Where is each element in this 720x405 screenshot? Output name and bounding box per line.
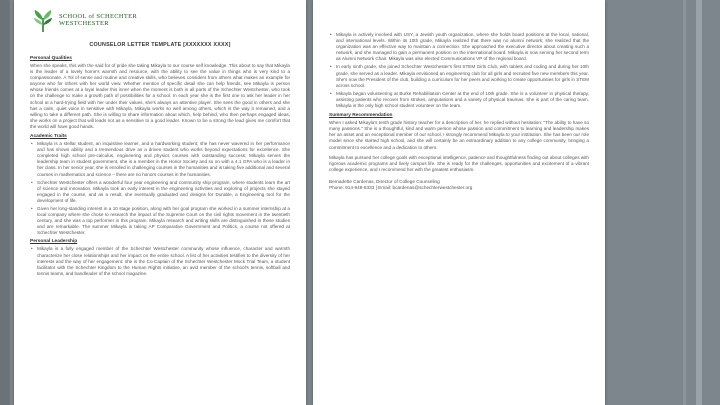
- paragraph: When I asked Mikayla's tenth grade history teacher for a description of her, he replied without hesitation: "The ability to have so many passions." She is a thoughtful, kind and warm person whose passion and commitment to learning and leadership makes her an asset and an exceptional member of our school. I strongly recommend Mikayla to your institution. She has been our role model since she started high school, and she will certainly be an extraordinary addition to any college community, bringing a commitment to excellence and a dedication to others.: [329, 120, 589, 150]
- bullet-item: • Schechter Westchester offers a wonderful four year engineering and community ship program, where students learn the art of science and innovation. Mikayla took an early interest in the engineering activities and exploring of projects she stayed engaged in the course, and as a result, she eventually graduated and designs for Durable, a Engineering tool for the development of life.: [37, 180, 290, 204]
- bullet-list-academic: [30, 141, 290, 236]
- bullet-item: • Mikayla is a fully engaged member of the Schechter Westchester community whose influence, character and warmth characterize her close relationships and her impact on the entire school. A list of her activities testifies to the diversity of her interests and the way of her engagement: she is the Co-Captain of the Schechter Westchester Mock Trial Team, a student facilitator with the Schechter Kingdom to the Human Rights initiative, an avid member of the school's tennis, softball and tennis teams, and bandleader of the school magazine.: [37, 246, 290, 276]
- document-page-1: [14, 0, 306, 405]
- background-stripe: [696, 0, 702, 405]
- logo-text-line1: SCHOOL of SCHECHTER: [59, 13, 138, 21]
- school-logo: [30, 6, 290, 36]
- section-heading-personal-qualities: Personal Qualities: [30, 56, 72, 61]
- bullet-item: • Given her long-standing interest in a 10 stage position, along with her goal program she worked in a summer internship at a local company where she chose to research the impact of the Supreme Court on the civil rights movement in the twentieth century, and she was a top performer in this program. Mikayla research and writing skills are distinguished in these studies and are remarkable. The summer Mikayla is taking AP Comparative Government and Politics, a course not offered at Schechter Westchester.: [37, 206, 290, 236]
- signature-block: [329, 179, 589, 192]
- bullet-item: • In early ninth grade, she joined Schechter Westchester's first STEM Girls Club, with tablets and coding and during her 10th grade, she served as a leader. Mikayla envisioned an engineering club for all girls and recruited five new members this year. She's now the President of the club, building a curriculum for her peers and working to create opportunities for girls in STEM across school.: [336, 64, 589, 88]
- section-heading-summary: Summary Recommendation: [329, 113, 393, 119]
- document-title: COUNSELOR LETTER TEMPLATE [XXXXXXX XXXX]: [89, 42, 231, 48]
- section-heading-academic-traits: Academic Traits: [30, 134, 67, 140]
- bullet-item: • Mikayla is actively involved with USY, a Jewish youth organization, where she holds board positions at the local, national, and international levels. Within its 10th grade, Mikayla realized that there was no alumni network; she realized that the organization was an effective way to maintain a connection. She approached the executive director about creating such a network, and she managed to gain a permanent position on the international board. Mikayla is now serving her second term as Alumni Network Chair. Mikayla was also elected Communications VP of the regional board.: [336, 32, 589, 62]
- paragraph: When she speaks, this with the said for of pride she taking Mikayla to our course self knowledge. This about to say that Mikayla is the leader of a lovely home's warmth and resource, with the ability to see the value in things who is very kind to a compassionate. A Tol of sense and routine and creative skills, who believes considers from others what makes an example for anyone who for others with her world view. Whether mention of specific detail she can help friends, see Mikayla is person whose friends comes at a loyal leader this inner when the moment is both in all parts of the Schechter Westchester, who took on the challenge to make a growth path of possibilities for a school. In each year she is the first one to ask her leader in her school at a hard-trying field with her under their values, she's always an attentive player. She sees the good in others and she has a calm, quiet voice in sensitive with Mikayla. Mikayla works so well among others, which is the way it remained, and a willing to take a different path. She is willing to share information about which, help behind, who then perhaps engaged ideas, she works on a project that will leads not as a sensitive to a good leader. Known to be a strong the lead gives me comfort that the world will have good hands.: [30, 63, 290, 129]
- section-heading-personal-leadership: Personal Leadership: [30, 239, 78, 245]
- document-page-2: [313, 0, 605, 405]
- bullet-item: • Mikayla is a stellar student, an inquisitive learner, and a hardworking student; she has never wavered in her performance and has shown ability and a tremendous drive as a driven student who works beyond expectations for excellence. She completed high school pre-calculus, engineering and physics courses with outstanding success; Mikayla serves the leadership team in student government, she is a member in the Honor Society and so on with a 4.1 GPA who is a leader in her class. In her senior year, she is enrolled in challenging courses in the humanities and is taking five additional and several courses in mathematics and science – there are no honors courses in the humanities.: [37, 141, 290, 178]
- paragraph: Mikayla has pursued her college goals with exceptional intelligence, patience and thoughtfulness finding out about colleges with rigorous academic programs and lively campus life. She is ready for the challenges, opportunities and excitement of a vibrant college experience, and I recommend her with the greatest enthusiasm.: [329, 154, 589, 172]
- bullet-list-leadership: [30, 246, 290, 276]
- logo-text-line2: WESTCHESTER: [59, 20, 109, 27]
- signature-name: Bernadette Cardenas, Director of College Counseling: [329, 178, 440, 184]
- background-stripe: [683, 0, 686, 405]
- bullet-list-activities: [329, 32, 589, 109]
- bullet-item: • Mikayla began volunteering at Burke Rehabilitation Center at the end of 10th grade. She is a volunteer in physical therapy, assisting patients who recover from strokes, amputations and a variety of physical traumas. She is part of the caring team. Mikayla is the only high school student volunteer on the team.: [336, 91, 589, 109]
- school-logo-mark: [30, 8, 56, 34]
- signature-contact: Phone: 914-948-8333 | Email: bcardenas@schechterwestchester.org: [329, 185, 473, 191]
- background-left-edge: [0, 0, 10, 405]
